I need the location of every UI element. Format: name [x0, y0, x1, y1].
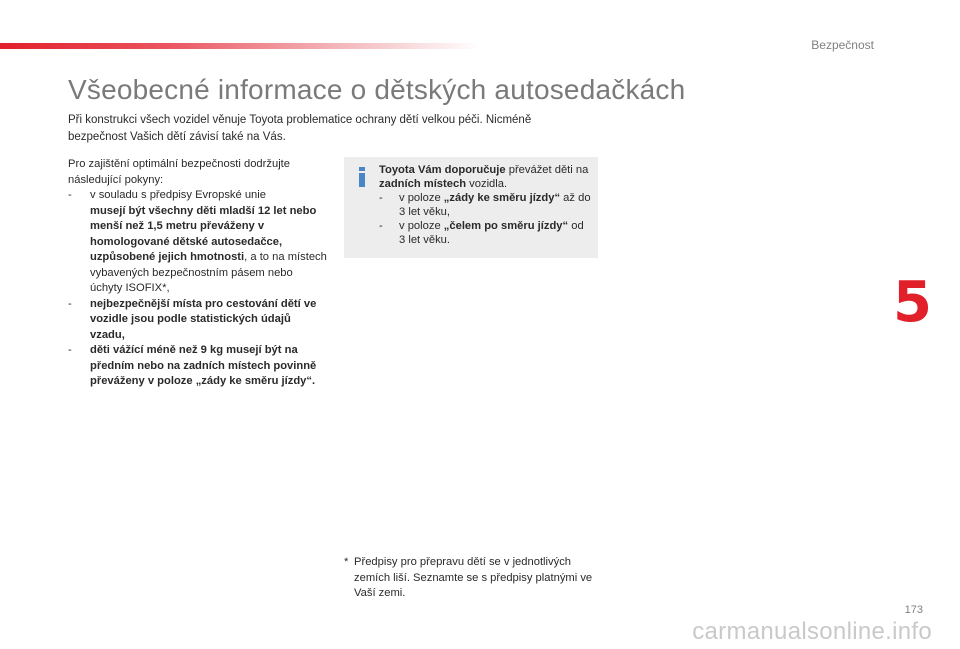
- intro-paragraph: Při konstrukci všech vozidel věnuje Toyota problematice ochrany dětí velkou péči. Nicméně bezpečnost Vašich dětí závisí také na Vás.: [68, 114, 532, 143]
- info-content: [379, 163, 591, 247]
- recommendation-info-box: [344, 157, 598, 258]
- footnote-text: Předpisy pro přepravu dětí se v jednotlivých zemích liší. Seznamte se s předpisy platnými ve Vaší zemi.: [354, 556, 593, 599]
- watermark: carmanualsonline.info: [692, 618, 932, 645]
- list-dash: -: [379, 192, 383, 204]
- info-list-item: - v poloze „zády ke směru jízdy“ až do 3 let věku,: [379, 192, 591, 218]
- info-seats: zadních místech: [379, 178, 467, 190]
- list-dash: -: [379, 220, 383, 232]
- footnote-asterisk: *: [344, 556, 349, 568]
- guideline-bold-text: musejí být všechny děti mladší 12 let nebo menší než 1,5 metru převáženy v homologované dětské autosedačce, uzpůsobené jejich hmotnosti: [90, 204, 317, 263]
- section-label: Bezpečnost: [811, 38, 874, 52]
- info-lead: Toyota Vám doporučuje převážet děti na zadních místech vozidla.: [379, 164, 589, 190]
- guideline-item: [68, 297, 328, 344]
- footnote: [344, 555, 604, 602]
- list-dash: -: [68, 297, 72, 310]
- page-number: 173: [904, 604, 923, 616]
- guideline-bold-text: děti vážící méně než 9 kg musejí být na předním nebo na zadních místech povinně převáženy v poloze „zády ke směru jízdy“.: [90, 344, 317, 387]
- list-dash: -: [68, 344, 72, 356]
- info-icon: [356, 167, 368, 187]
- info-brand: Toyota Vám doporučuje: [379, 164, 506, 176]
- info-list-item: - v poloze „čelem po směru jízdy“ od 3 let věku.: [379, 220, 584, 246]
- chapter-number: 5: [893, 270, 932, 335]
- guideline-item: - v souladu s předpisy Evropské unie musejí být všechny děti mladší 12 let nebo menší než 1,5 metru převáženy v homologované dětské autosedačce, uzpůsobené jejich hmotnosti, a to na místech vybavených bezpečnostním pásem nebo úchyty ISOFIX*,: [68, 189, 327, 294]
- list-dash: -: [68, 189, 72, 201]
- guidelines-lead: Pro zajištění optimální bezpečnosti dodržujte následující pokyny:: [68, 158, 291, 186]
- page-title: Všeobecné informace o dětských autosedačkách: [68, 74, 686, 105]
- guideline-bold-text: nejbezpečnější místa pro cestování dětí ve vozidle jsou podle statistických údajů vzadu,: [90, 297, 317, 341]
- guidelines-column: [68, 157, 328, 390]
- header-accent-bar: [0, 43, 480, 49]
- guideline-item: [68, 343, 328, 390]
